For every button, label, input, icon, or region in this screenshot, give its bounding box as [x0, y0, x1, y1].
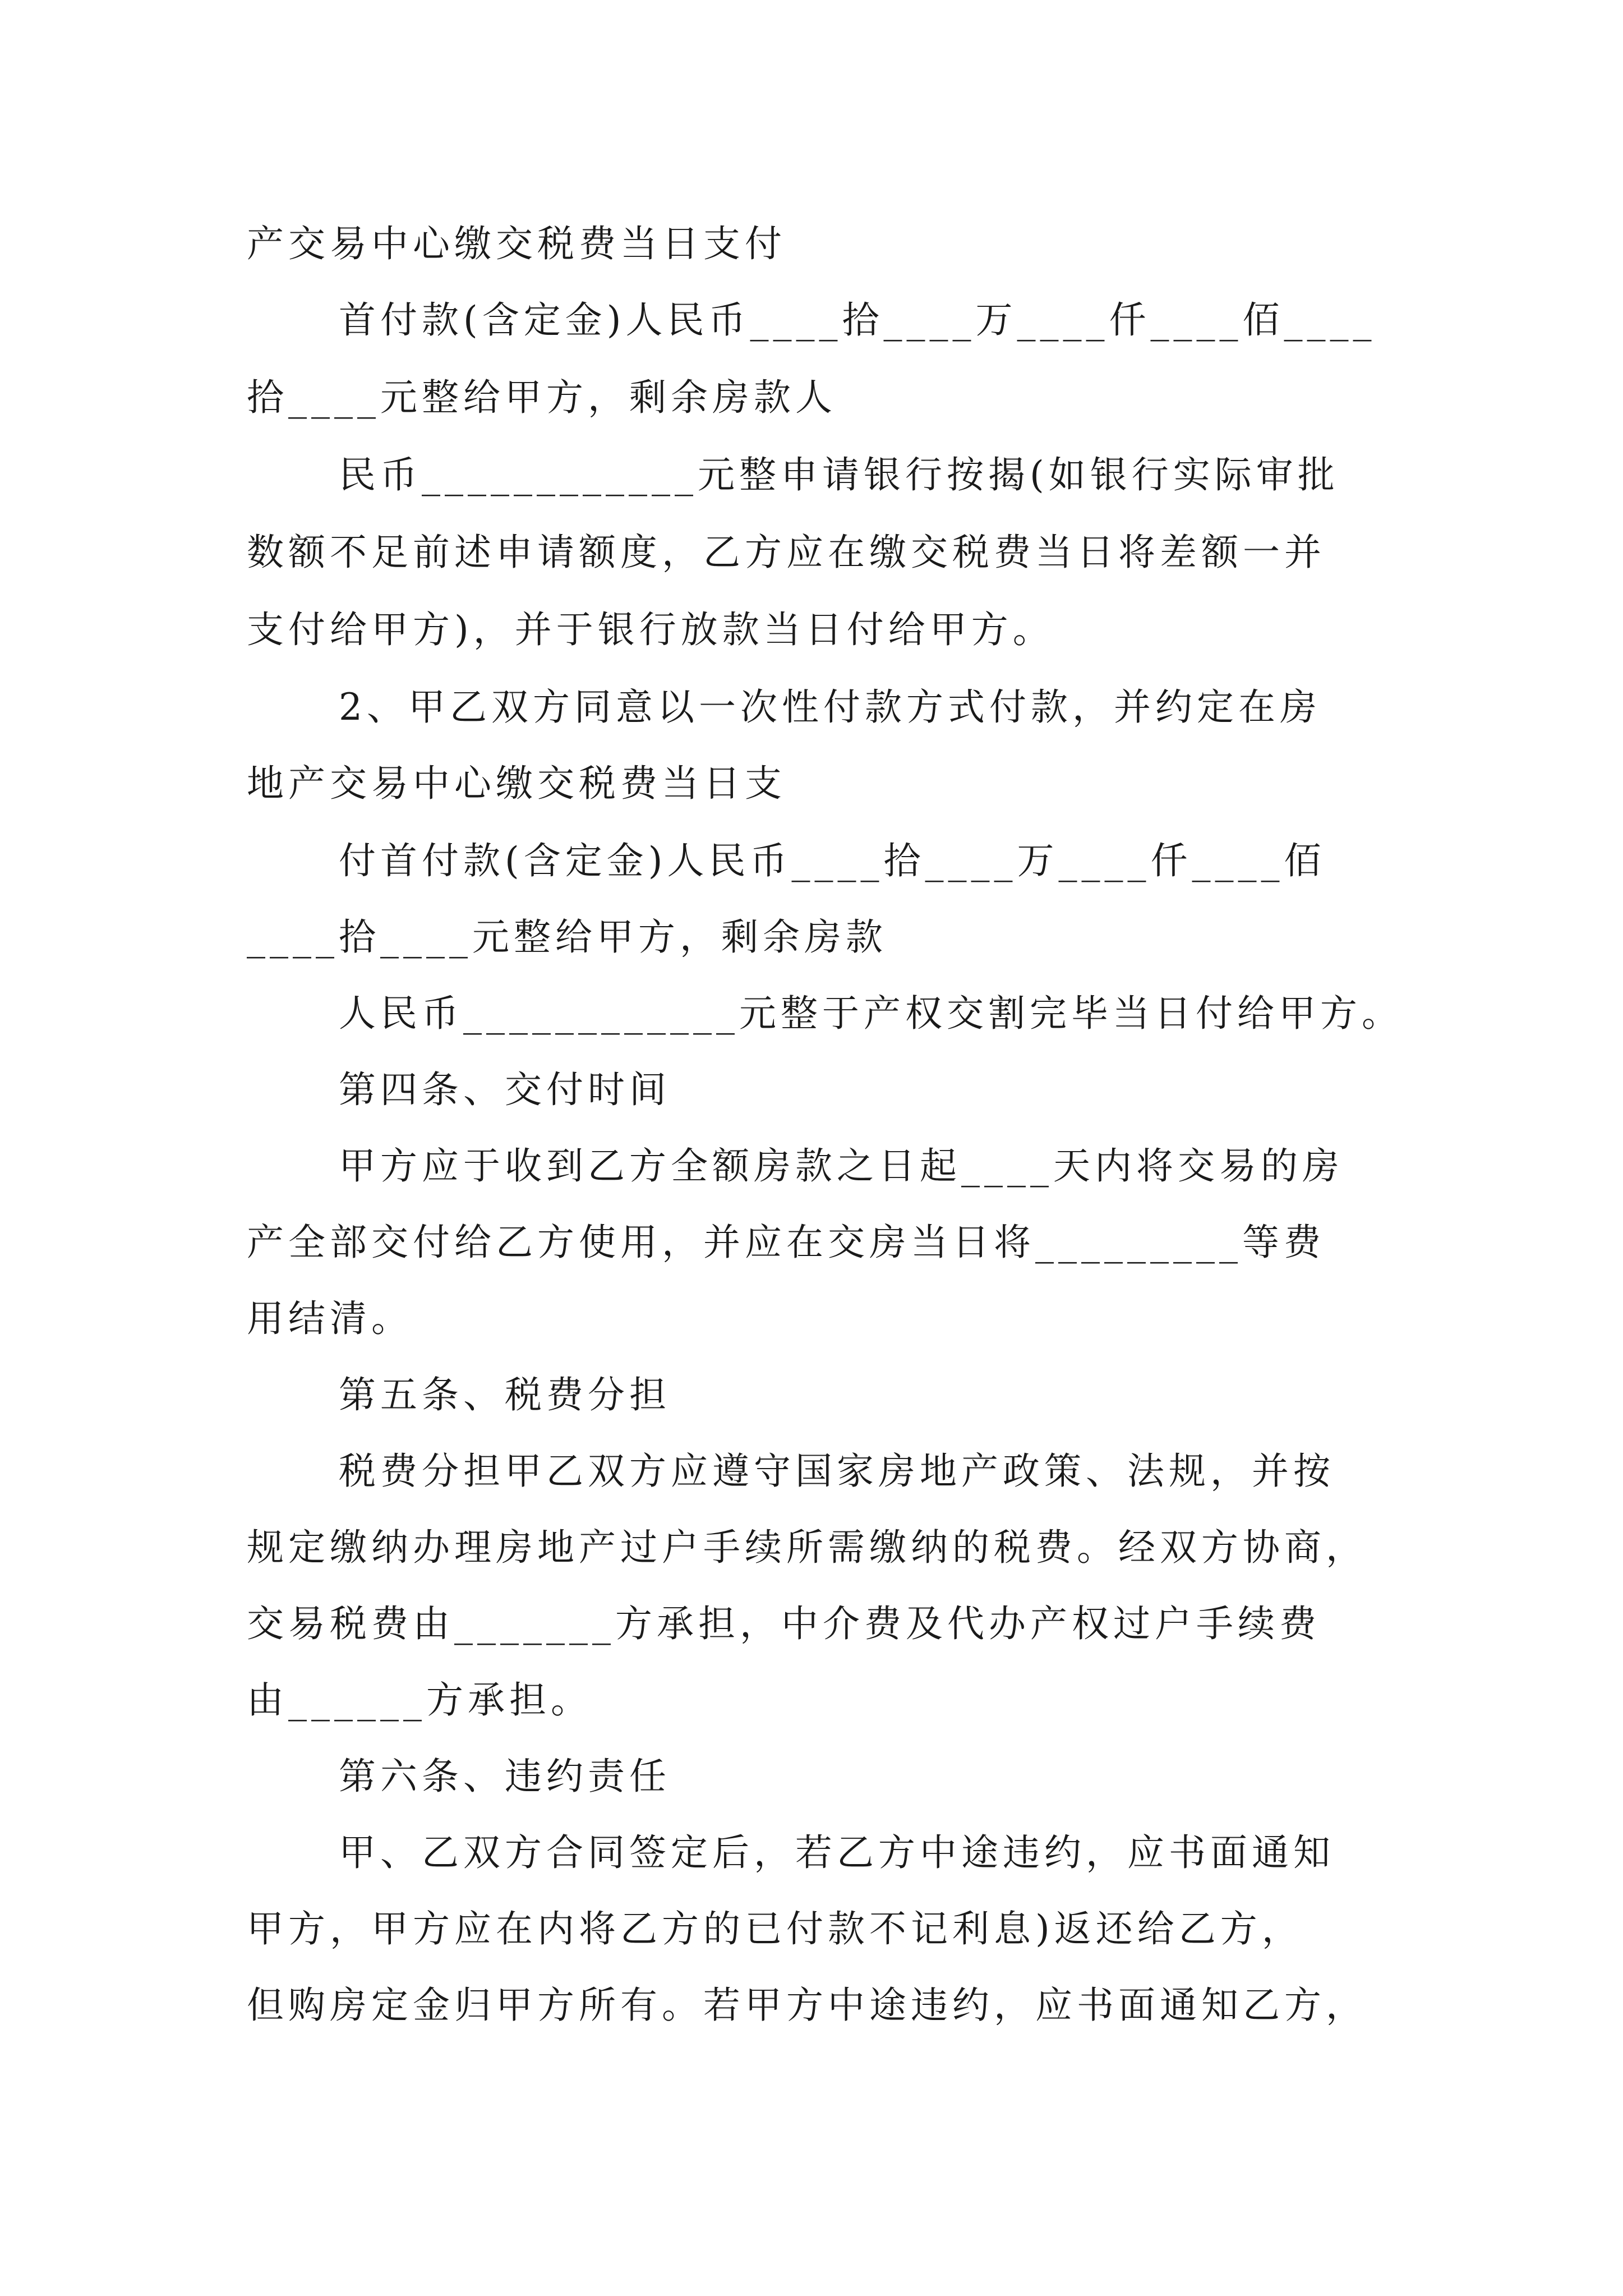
text-line-24: 但购房定金归甲方所有。若甲方中途违约，应书面通知乙方， — [247, 1984, 1367, 2027]
text-line-20: 由______方承担。 — [247, 1678, 592, 1722]
text-line-18: 规定缴纳办理房地产过户手续所需缴纳的税费。经双方协商， — [247, 1526, 1367, 1569]
text-line-9: 付首付款(含定金)人民币____拾____万____仟____佰 — [339, 839, 1326, 882]
text-line-22: 甲、乙双方合同签定后，若乙方中途违约，应书面通知 — [339, 1831, 1335, 1874]
text-line-7: 2、甲乙双方同意以一次性付款方式付款，并约定在房 — [339, 685, 1321, 729]
text-line-1: 产交易中心缴交税费当日支付 — [247, 222, 786, 265]
text-line-2: 首付款(含定金)人民币____拾____万____仟____佰____ — [339, 298, 1376, 342]
text-line-14: 产全部交付给乙方使用，并应在交房当日将_________等费 — [247, 1221, 1325, 1264]
text-line-17: 税费分担甲乙双方应遵守国家房地产政策、法规，并按 — [339, 1450, 1335, 1493]
text-line-5: 数额不足前述申请额度，乙方应在缴交税费当日将差额一并 — [247, 531, 1326, 574]
text-line-4: 民币____________元整申请银行按揭(如银行实际审批 — [339, 453, 1339, 496]
text-line-8: 地产交易中心缴交税费当日支 — [247, 762, 786, 805]
text-line-6: 支付给甲方)，并于银行放款当日付给甲方。 — [247, 608, 1054, 651]
text-line-23: 甲方，甲方应在内将乙方的已付款不记利息)返还给乙方， — [247, 1907, 1303, 1950]
section-heading-article-4: 第四条、交付时间 — [339, 1068, 671, 1111]
text-line-10: ____拾____元整给甲方，剩余房款 — [247, 915, 887, 959]
section-heading-article-6: 第六条、违约责任 — [339, 1755, 671, 1798]
section-heading-article-5: 第五条、税费分担 — [339, 1373, 671, 1416]
text-line-13: 甲方应于收到乙方全额房款之日起____天内将交易的房 — [339, 1144, 1344, 1188]
text-line-11: 人民币____________元整于产权交割完毕当日付给甲方。 — [339, 992, 1403, 1035]
text-line-19: 交易税费由_______方承担，中介费及代办产权过户手续费 — [247, 1602, 1321, 1645]
text-line-15: 用结清。 — [247, 1297, 413, 1340]
text-line-3: 拾____元整给甲方，剩余房款人 — [247, 376, 837, 419]
